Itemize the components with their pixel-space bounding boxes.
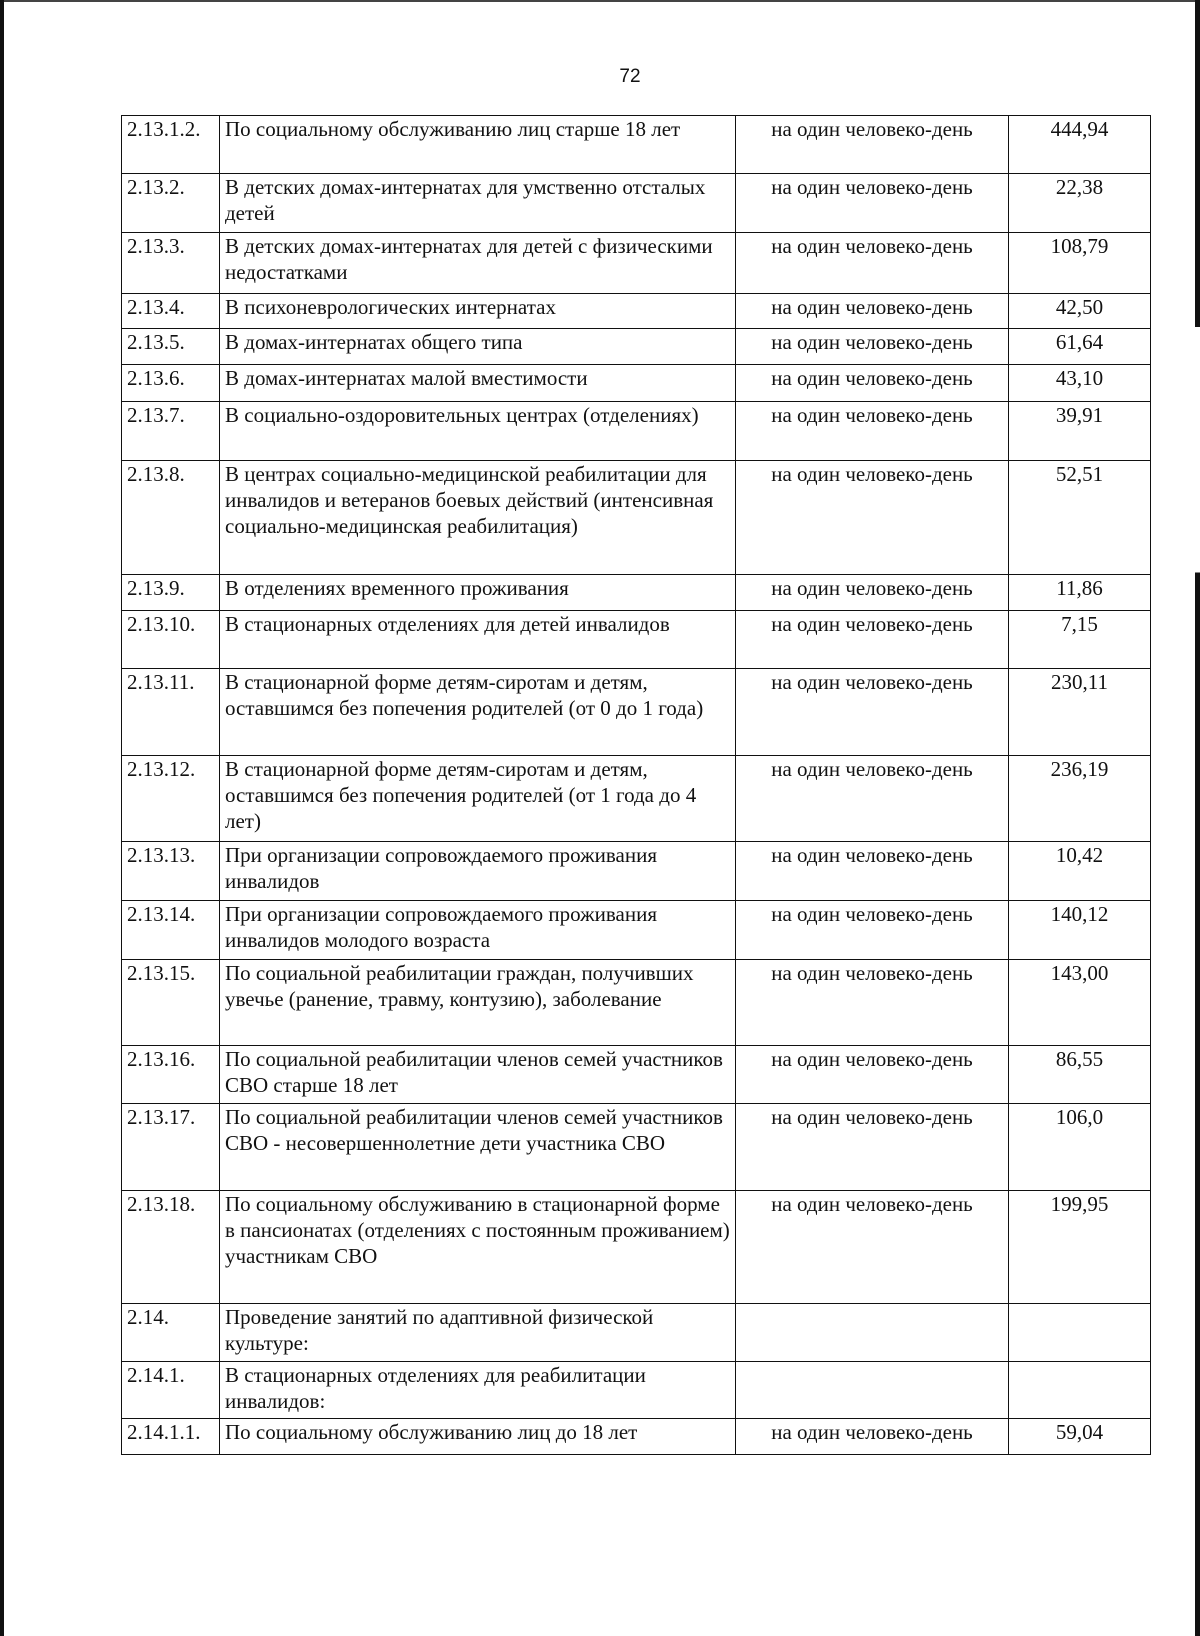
- row-name: По социальному обслуживанию в стационарной форме в пансионатах (отделениях с постоянным проживанием) участникам СВО: [220, 1191, 736, 1304]
- row-value: 61,64: [1009, 329, 1151, 365]
- table-row: [122, 756, 1151, 842]
- table-row: [122, 1191, 1151, 1304]
- row-value: 106,0: [1009, 1104, 1151, 1191]
- row-name: В стационарной форме детям-сиротам и детям, оставшимся без попечения родителей (от 0 до 1 года): [220, 669, 736, 756]
- tariff-table-body: [122, 116, 1151, 1455]
- table-row: [122, 575, 1151, 611]
- row-unit: [736, 1304, 1009, 1362]
- row-name: В домах-интернатах общего типа: [220, 329, 736, 365]
- row-number: 2.13.6.: [122, 365, 220, 402]
- row-name: По социальной реабилитации граждан, получивших увечье (ранение, травму, контузию), заболевание: [220, 960, 736, 1046]
- row-number: 2.13.10.: [122, 611, 220, 669]
- table-row: [122, 329, 1151, 365]
- scan-edge-left: [0, 0, 4, 1636]
- row-number: 2.13.1.2.: [122, 116, 220, 174]
- row-unit: на один человеко-день: [736, 756, 1009, 842]
- row-unit: на один человеко-день: [736, 901, 1009, 960]
- row-name: В домах-интернатах малой вместимости: [220, 365, 736, 402]
- row-number: 2.13.12.: [122, 756, 220, 842]
- row-unit: на один человеко-день: [736, 402, 1009, 461]
- row-unit: на один человеко-день: [736, 1104, 1009, 1191]
- scan-edge-top: [0, 0, 1200, 2]
- row-value: 444,94: [1009, 116, 1151, 174]
- row-unit: на один человеко-день: [736, 1046, 1009, 1104]
- row-value: 140,12: [1009, 901, 1151, 960]
- row-name: Проведение занятий по адаптивной физической культуре:: [220, 1304, 736, 1362]
- table-row: [122, 233, 1151, 294]
- row-name: По социальному обслуживанию лиц старше 18 лет: [220, 116, 736, 174]
- row-name: В стационарных отделениях для реабилитации инвалидов:: [220, 1362, 736, 1419]
- row-number: 2.13.8.: [122, 461, 220, 575]
- row-number: 2.13.7.: [122, 402, 220, 461]
- row-number: 2.14.1.: [122, 1362, 220, 1419]
- table-row: [122, 1304, 1151, 1362]
- row-number: 2.13.3.: [122, 233, 220, 294]
- row-number: 2.13.18.: [122, 1191, 220, 1304]
- row-number: 2.13.2.: [122, 174, 220, 233]
- row-unit: на один человеко-день: [736, 116, 1009, 174]
- row-name: По социальному обслуживанию лиц до 18 лет: [220, 1419, 736, 1455]
- table-row: [122, 901, 1151, 960]
- row-value: 86,55: [1009, 1046, 1151, 1104]
- table-row: [122, 669, 1151, 756]
- row-value: 199,95: [1009, 1191, 1151, 1304]
- row-value: 7,15: [1009, 611, 1151, 669]
- row-unit: на один человеко-день: [736, 1419, 1009, 1455]
- row-unit: [736, 1362, 1009, 1419]
- row-value: [1009, 1304, 1151, 1362]
- row-name: По социальной реабилитации членов семей участников СВО старше 18 лет: [220, 1046, 736, 1104]
- table-row: [122, 842, 1151, 901]
- row-value: 108,79: [1009, 233, 1151, 294]
- row-number: 2.13.14.: [122, 901, 220, 960]
- row-name: В стационарной форме детям-сиротам и детям, оставшимся без попечения родителей (от 1 года до 4 лет): [220, 756, 736, 842]
- row-value: 22,38: [1009, 174, 1151, 233]
- page-number: 72: [619, 66, 641, 87]
- table-row: [122, 1419, 1151, 1455]
- row-value: 43,10: [1009, 365, 1151, 402]
- table-row: [122, 1362, 1151, 1419]
- table-row: [122, 1104, 1151, 1191]
- row-unit: на один человеко-день: [736, 611, 1009, 669]
- table-row: [122, 1046, 1151, 1104]
- row-unit: на один человеко-день: [736, 294, 1009, 329]
- table-row: [122, 461, 1151, 575]
- row-number: 2.13.17.: [122, 1104, 220, 1191]
- row-value: 42,50: [1009, 294, 1151, 329]
- row-number: 2.13.16.: [122, 1046, 220, 1104]
- row-unit: на один человеко-день: [736, 1191, 1009, 1304]
- row-value: 143,00: [1009, 960, 1151, 1046]
- row-value: 236,19: [1009, 756, 1151, 842]
- row-unit: на один человеко-день: [736, 461, 1009, 575]
- row-unit: на один человеко-день: [736, 575, 1009, 611]
- row-unit: на один человеко-день: [736, 329, 1009, 365]
- scan-edge-right: [1195, 0, 1200, 1636]
- row-value: [1009, 1362, 1151, 1419]
- row-value: 59,04: [1009, 1419, 1151, 1455]
- row-name: В стационарных отделениях для детей инвалидов: [220, 611, 736, 669]
- row-name: При организации сопровождаемого проживания инвалидов: [220, 842, 736, 901]
- row-value: 39,91: [1009, 402, 1151, 461]
- table-row: [122, 365, 1151, 402]
- table-row: [122, 116, 1151, 174]
- row-value: 10,42: [1009, 842, 1151, 901]
- row-name: В отделениях временного проживания: [220, 575, 736, 611]
- row-unit: на один человеко-день: [736, 960, 1009, 1046]
- tariff-table: [121, 115, 1151, 1455]
- row-number: 2.13.5.: [122, 329, 220, 365]
- row-unit: на один человеко-день: [736, 174, 1009, 233]
- table-row: [122, 174, 1151, 233]
- row-number: 2.13.15.: [122, 960, 220, 1046]
- table-row: [122, 294, 1151, 329]
- row-number: 2.14.1.1.: [122, 1419, 220, 1455]
- row-unit: на один человеко-день: [736, 669, 1009, 756]
- row-name: В центрах социально-медицинской реабилитации для инвалидов и ветеранов боевых действий (интенсивная социально-медицинская реабилитация): [220, 461, 736, 575]
- row-name: По социальной реабилитации членов семей участников СВО - несовершеннолетние дети участника СВО: [220, 1104, 736, 1191]
- row-name: В социально-оздоровительных центрах (отделениях): [220, 402, 736, 461]
- row-number: 2.13.11.: [122, 669, 220, 756]
- row-number: 2.13.13.: [122, 842, 220, 901]
- row-value: 230,11: [1009, 669, 1151, 756]
- row-unit: на один человеко-день: [736, 233, 1009, 294]
- table-row: [122, 960, 1151, 1046]
- row-value: 11,86: [1009, 575, 1151, 611]
- row-number: 2.13.9.: [122, 575, 220, 611]
- row-unit: на один человеко-день: [736, 842, 1009, 901]
- table-row: [122, 611, 1151, 669]
- row-name: В детских домах-интернатах для детей с физическими недостатками: [220, 233, 736, 294]
- row-number: 2.13.4.: [122, 294, 220, 329]
- row-name: При организации сопровождаемого проживания инвалидов молодого возраста: [220, 901, 736, 960]
- row-value: 52,51: [1009, 461, 1151, 575]
- table-row: [122, 402, 1151, 461]
- row-name: В детских домах-интернатах для умственно отсталых детей: [220, 174, 736, 233]
- row-unit: на один человеко-день: [736, 365, 1009, 402]
- row-number: 2.14.: [122, 1304, 220, 1362]
- row-name: В психоневрологических интернатах: [220, 294, 736, 329]
